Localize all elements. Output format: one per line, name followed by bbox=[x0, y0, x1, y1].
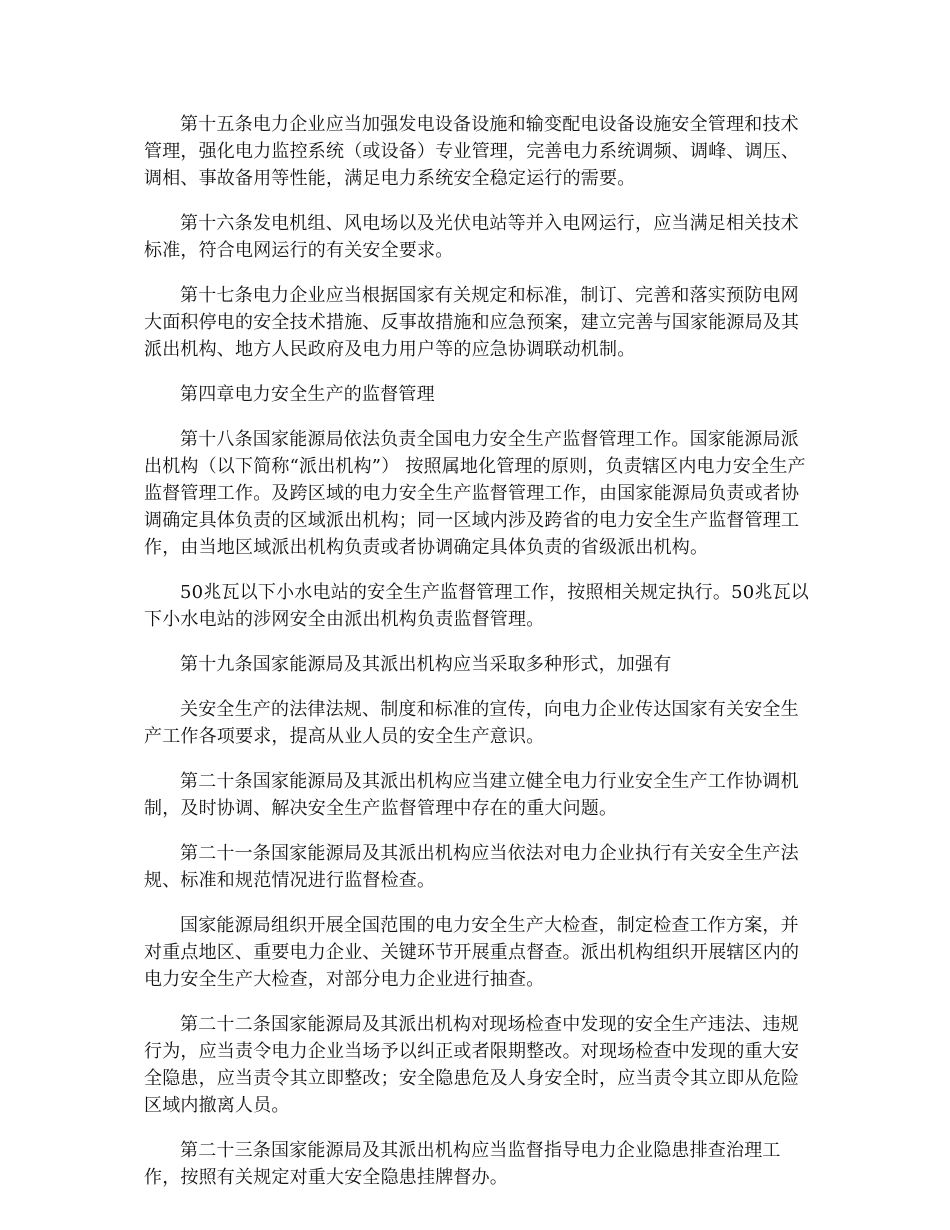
paragraph-article-21: 第二十一条国家能源局及其派出机构应当依法对电力企业执行有关安全生产法规、标准和规范情况进行监督检查。 bbox=[144, 843, 799, 891]
paragraph-article-23: 第二十三条国家能源局及其派出机构应当监督指导电力企业隐患排查治理工作，按照有关规定对重大安全隐患挂牌督办。 bbox=[144, 1140, 781, 1188]
paragraph-article-20: 第二十条国家能源局及其派出机构应当建立健全电力行业安全生产工作协调机制，及时协调、解决安全生产监督管理中存在的重大问题。 bbox=[144, 771, 799, 819]
chapter-heading: 第四章电力安全生产的监督管理 bbox=[180, 384, 435, 405]
paragraph-small-hydro: 50兆瓦以下小水电站的安全生产监督管理工作，按照相关规定执行。50兆瓦以下小水电站的涉网安全由派出机构负责监督管理。 bbox=[144, 582, 810, 630]
paragraph-inspection: 国家能源局组织开展全国范围的电力安全生产大检查，制定检查工作方案，并对重点地区、重要电力企业、关键环节开展重点督查。派出机构组织开展辖区内的电力安全生产大检查，对部分电力企业进行抽查。 bbox=[144, 915, 800, 990]
paragraph-article-19: 第十九条国家能源局及其派出机构应当采取多种形式，加强有 bbox=[180, 654, 672, 675]
paragraph-article-16: 第十六条发电机组、风电场以及光伏电站等并入电网运行，应当满足相关技术标准，符合电网运行的有关安全要求。 bbox=[144, 213, 799, 261]
paragraph-article-17: 第十七条电力企业应当根据国家有关规定和标准，制订、完善和落实预防电网大面积停电的安全技术措施、反事故措施和应急预案，建立完善与国家能源局及其派出机构、地方人民政府及电力用户等的应急协调联动机制。 bbox=[144, 285, 800, 360]
paragraph-article-22: 第二十二条国家能源局及其派出机构对现场检查中发现的安全生产违法、违规行为，应当责令电力企业当场予以纠正或者限期整改。对现场检查中发现的重大安全隐患，应当责令其立即整改；安全隐患危及人身安全时，应当责令其立即从危险区域内撤离人员。 bbox=[144, 1014, 800, 1116]
paragraph-article-18: 第十八条国家能源局依法负责全国电力安全生产监督管理工作。国家能源局派出机构（以下简称“派出机构”） 按照属地化管理的原则，负责辖区内电力安全生产监督管理工作。及跨区域的电力安全生产监督管理工作，由国家能源局负责或者协调确定具体负责的区域派出机构；同一区域内涉及跨省的电力安全生产监督管理工作，由当地区域派出机构负责或者协调确定具体负责的省级派出机构。 bbox=[144, 429, 806, 558]
document-body bbox=[144, 111, 814, 1191]
paragraph-article-15: 第十五条电力企业应当加强发电设备设施和输变配电设备设施安全管理和技术管理，强化电力监控系统（或设备）专业管理，完善电力系统调频、调峰、调压、调相、事故备用等性能，满足电力系统安全稳定运行的需要。 bbox=[144, 114, 800, 189]
paragraph-article-19-continued: 关安全生产的法律法规、制度和标准的宣传，向电力企业传达国家有关安全生产工作各项要求，提高从业人员的安全生产意识。 bbox=[144, 699, 799, 747]
